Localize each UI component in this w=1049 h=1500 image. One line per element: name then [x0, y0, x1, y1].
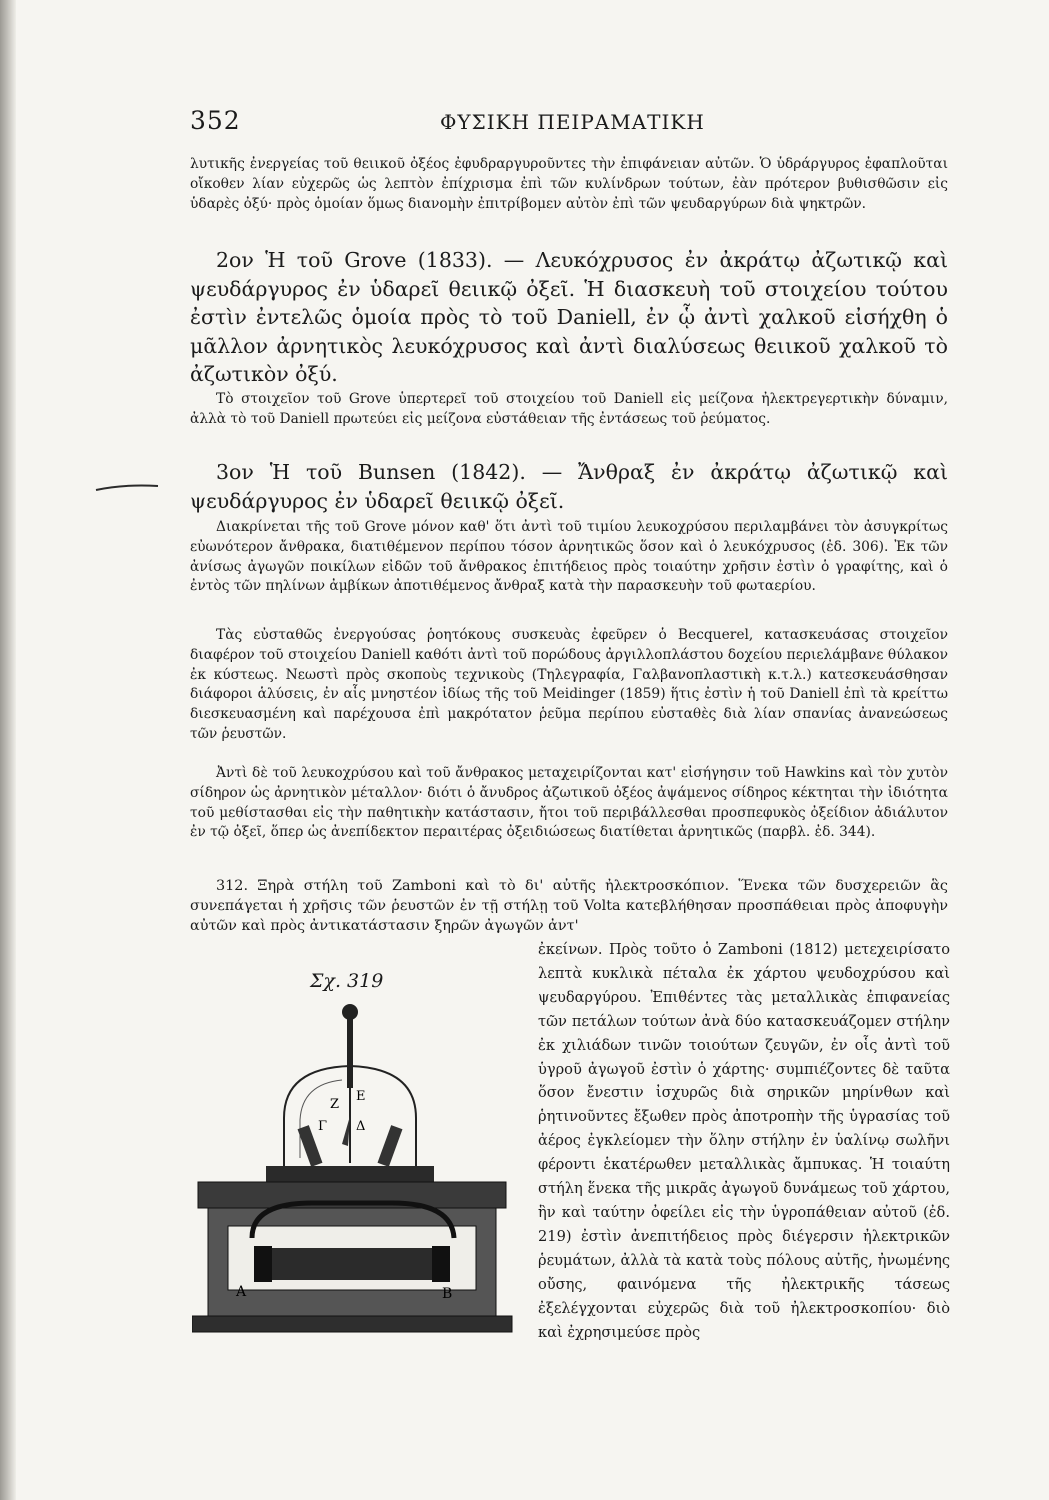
paragraph-becquerel: Τὰς εὐσταθῶς ἐνεργούσας ῥοητόκους συσκευὰς ἐφεῦρεν ὁ Becquerel, κατασκευάσας στοιχεῖον διαφέρον τοῦ στοιχείου Daniell καθότι ἀντὶ τοῦ πορώδους ἀργιλλοπλάστου δοχείου περιελάμβανε θύλακον ἐκ κύστεως. Νεωστὶ πρὸς σκοποὺς τεχνικοὺς (Τηλεγραφία, Γαλβανοπλαστικὴ κ.τ.λ.) κατεσκευάσθησαν διάφοροι ἁλύσεις, ἐν αἷς μνηστέον ἰδίως τῆς τοῦ Meidinger (1859) ἥτις ἐστὶν ἡ τοῦ Daniell ἐπὶ τὰ κρείττω διεσκευασμένη καὶ παρέχουσα ἐπὶ μακρότατον ῥεῦμα περίπου εὐσταθὲς διὰ λίαν σπανίας ἀνανεώσεως τῶν ῥευστῶν. — [190, 627, 948, 742]
jar-base — [266, 1166, 434, 1182]
paragraph-grove-note: Τὸ στοιχεῖον τοῦ Grove ὑπερτερεῖ τοῦ στοιχείου τοῦ Daniell εἰς μείζονα ἠλεκτρεγερτικὴν δύναμιν, ἀλλὰ τὸ τοῦ Daniell πρωτεύει εἰς μείζονα εὐστάθειαν τῆς ἐντάσεως τοῦ ῥεύματος. — [190, 391, 948, 427]
paragraph-grove-heading: 2ον Ἡ τοῦ Grove (1833). — Λευκόχρυσος ἐν ἀκράτῳ ἀζωτικῷ καὶ ψευδάργυρος ἐν ὑδαρεῖ θειικῷ ὀξεῖ. Ἡ διασκευὴ τοῦ στοιχείου τούτου ἐστὶν ἐντελῶς ὁμοία πρὸς τὸ τοῦ Daniell, ἐν ᾧ ἀντὶ χαλκοῦ εἰσήχθη ὁ μᾶλλον ἀρνητικὸς λευκόχρυσος καὶ ἀντὶ διαλύσεως θειικοῦ χαλκοῦ τὸ ἀζωτικὸν ὀξύ. — [190, 248, 948, 386]
figure-caption: Σχ. 319 — [310, 970, 384, 992]
label-e: E — [356, 1089, 366, 1104]
label-d: Δ — [356, 1119, 366, 1134]
figure-319 — [192, 970, 514, 1350]
pile-cap-right — [432, 1246, 450, 1282]
pencil-stroke — [96, 486, 158, 491]
book-spine — [0, 0, 16, 1500]
label-z: Z — [330, 1097, 340, 1112]
right-pole — [378, 1125, 403, 1167]
paragraph-intro: λυτικῆς ἐνεργείας τοῦ θειικοῦ ὀξέος ἐφυδραργυροῦντες τὴν ἐπιφάνειαν αὐτῶν. Ὁ ὑδράργυρος ἐφαπλοῦται οἴκοθεν λίαν εὐχερῶς ὡς λεπτὸν ἐπίχρισμα ἐπὶ τῶν κυλίνδρων τούτων, ἐὰν πρότερον βυθισθῶσιν εἰς ὑδαρὲς ὀξύ· πρὸς ὁμοίαν ὅμως διανομὴν ἐπιτρίβομεν αὐτὸν ἐπὶ τῶν ψευδαργύρων διὰ ψηκτρῶν. — [190, 156, 948, 212]
label-b: B — [442, 1286, 453, 1302]
paragraph-bunsen-note: Διακρίνεται τῆς τοῦ Grove μόνον καθ' ὅτι ἀντὶ τοῦ τιμίου λευκοχρύσου περιλαμβάνει τὸν ἀσυγκρίτως εὐωνότερον ἄνθρακα, διατιθέμενον περίπου τόσον ἀρνητικῶς ὅσον καὶ ὁ λευκόχρυσος (ἐδ. 306). Ἐκ τῶν ἀνίσως ἀγωγῶν ποικίλων εἰδῶν τοῦ ἄνθρακος ἐπιτήδειος πρὸς τοιαύτην χρῆσιν ἐστὶν ὁ γραφίτης, καὶ ὁ ἐντὸς τῶν πηλίνων ἀμβίκων ἀποτιθέμενος ἄνθραξ κατὰ τὴν παρασκευὴν τοῦ φωταερίου. — [190, 519, 948, 595]
zamboni-electroscope-illustration — [192, 998, 514, 1348]
label-g: Γ — [318, 1119, 328, 1134]
running-title: ΦΥΣΙΚΗ ΠΕΙΡΑΜΑΤΙΚΗ — [440, 110, 705, 134]
dry-pile — [272, 1248, 432, 1280]
top-knob — [342, 1004, 358, 1020]
paragraph-bunsen-heading: 3ον Ἡ τοῦ Bunsen (1842). — Ἄνθραξ ἐν ἀκράτῳ ἀζωτικῷ καὶ ψευδάργυρος ἐν ὑδαρεῖ θειικῷ ὀξεῖ. — [190, 460, 948, 513]
pencil-margin-mark — [94, 476, 164, 506]
rod — [347, 1018, 353, 1088]
section-312-heading: 312. Ξηρὰ στήλη τοῦ Zamboni καὶ τὸ δι' αὐτῆς ἠλεκτροσκόπιον. Ἕνεκα τῶν δυσχερειῶν ἃς συνεπάγεται ἡ χρῆσις τῶν ῥευστῶν ἐν τῇ στήλῃ τοῦ Volta κατεβλήθησαν προσπάθειαι πρὸς ἀποφυγὴν αὐτῶν καὶ πρὸς ἀντικατάστασιν ξηρῶν ἀγωγῶν ἀντ' — [190, 878, 948, 934]
page-number: 352 — [190, 106, 241, 135]
wooden-base — [192, 1316, 512, 1332]
label-a: A — [236, 1284, 247, 1300]
gold-leaf — [342, 1116, 350, 1146]
paragraph-hawkins: Ἀντὶ δὲ τοῦ λευκοχρύσου καὶ τοῦ ἄνθρακος μεταχειρίζονται κατ' εἰσήγησιν τοῦ Hawkins καὶ τὸν χυτὸν σίδηρον ὡς ἀρνητικὸν μέταλλον· διότι ὁ ἄνυδρος ἀζωτικοῦ ὀξέος ἀψάμενος σίδηρος κέκτηται τὴν ἰδιότητα τοῦ μεθίστασθαι εἰς τὴν παθητικὴν κατάστασιν, ἤτοι τοῦ περιβάλλεσθαι προσπεφυκὸς ὀξείδιον ἀδιάλυτον ἐν τῷ ὀξεῖ, ὅπερ ὡς ἀνεπίδεκτον περαιτέρας ὀξειδιώσεως διατίθεται ἀρνητικῶς (παρβλ. ἐδ. 344). — [190, 765, 948, 841]
page-header — [190, 106, 950, 140]
pile-cap-left — [254, 1246, 272, 1282]
section-312-column: ἐκείνων. Πρὸς τοῦτο ὁ Zamboni (1812) μετεχειρίσατο λεπτὰ κυκλικὰ πέταλα ἐκ χάρτου ψευδοχρύσου καὶ ψευδαργύρου. Ἐπιθέντες τὰς μεταλλικὰς ἐπιφανείας τῶν πετάλων τούτων ἀνὰ δύο κατασκευάζομεν στήλην ἐκ χιλιάδων τινῶν τοιούτων ζευγῶν, ἐν οἷς ἀντὶ τοῦ ὑγροῦ ἀγωγοῦ ἐστὶν ὁ χάρτης· συμπιέζοντες δὲ ταῦτα ὅσον ἔνεστιν ἰσχυρῶς διὰ σηρικῶν μηρίνθων καὶ ῥητινοῦντες ἔξωθεν πρὸς ἀποτροπὴν τῆς ὑγρασίας τοῦ ἀέρος ἐγκλείομεν τὴν ὅλην στήλην ἐν ὑαλίνῳ σωλῆνι φέροντι ἑκατέρωθεν μεταλλικὰς ἄμπυκας. Ἡ τοιαύτη στήλη ἕνεκα τῆς μικρᾶς ἀγωγοῦ δυνάμεως τοῦ χάρτου, ἣν καὶ ταύτην ὀφείλει εἰς τὴν ὑγροπάθειαν αὐτοῦ (ἐδ. 219) ἐστὶν ἀνεπιτήδειος πρὸς διέγερσιν ἠλεκτρικῶν ῥευμάτων, ἀλλὰ τὰ κατὰ τοὺς πόλους αὐτῆς, ἠνωμένης οὔσης, φαινόμενα τῆς ἠλεκτρικῆς τάσεως ἐξελέγχονται εὐχερῶς διὰ τοῦ ἠλεκτροσκοπίου· διὸ καὶ ἐχρησιμεύσε πρὸς — [538, 941, 950, 1341]
